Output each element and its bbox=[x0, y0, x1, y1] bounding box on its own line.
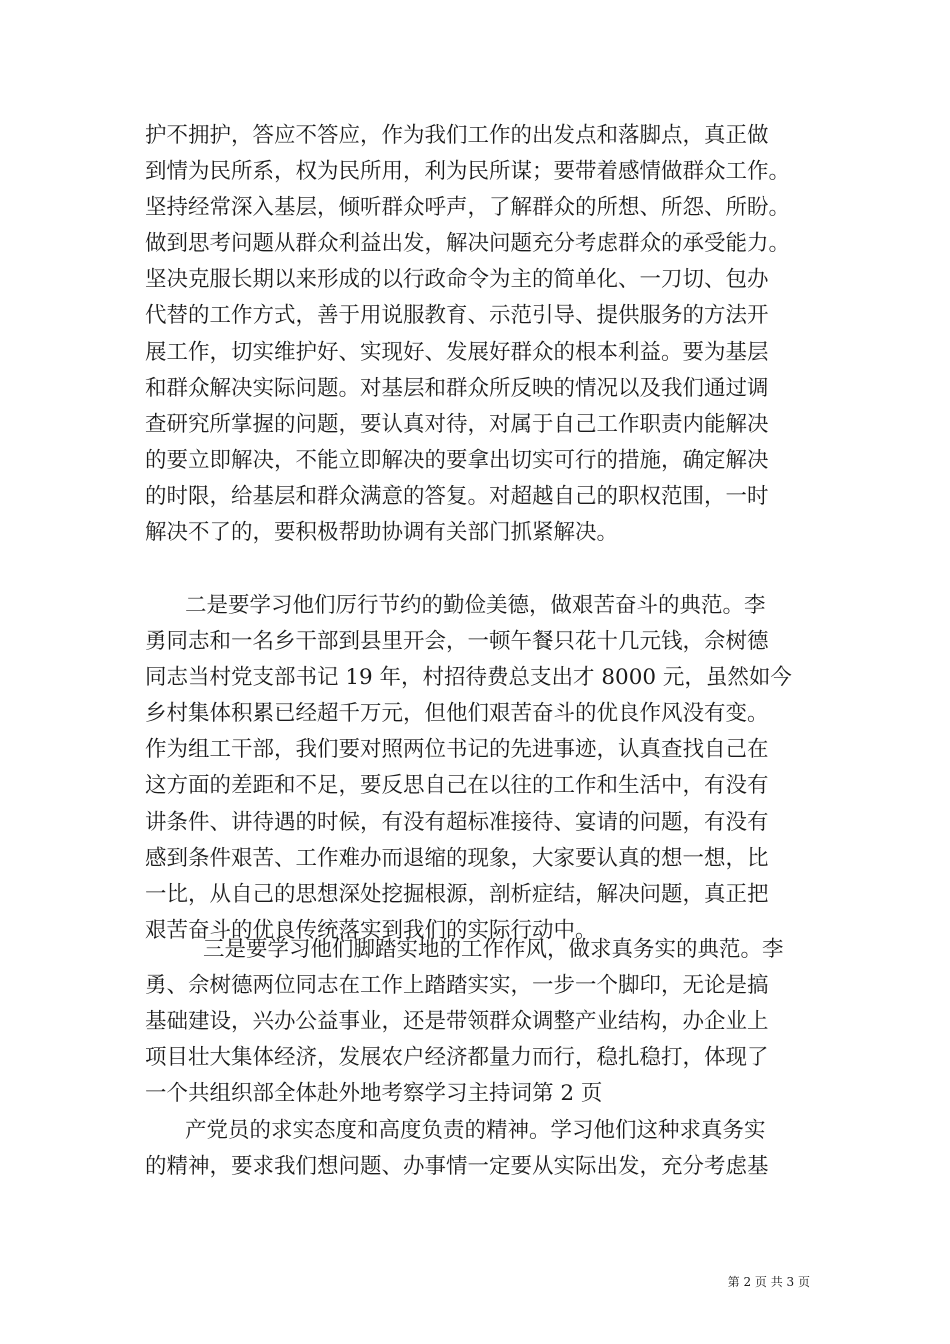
text-line: 查研究所掌握的问题，要认真对待，对属于自己工作职责内能解决 bbox=[145, 411, 769, 437]
text-line: 坚决克服长期以来形成的以行政命令为主的简单化、一刀切、包办 bbox=[145, 267, 769, 293]
text-line: 和群众解决实际问题。对基层和群众所反映的情况以及我们通过调 bbox=[145, 375, 769, 401]
text-line: 的要立即解决，不能立即解决的要拿出切实可行的措施，确定解决 bbox=[145, 447, 769, 473]
text-line: 勇同志和一名乡干部到县里开会，一顿午餐只花十几元钱，佘树德 bbox=[145, 629, 769, 655]
text-line: 艰苦奋斗的优良传统落实到我们的实际行动中。 bbox=[145, 917, 597, 943]
text-line: 一比，从自己的思想深处挖掘根源，剖析症结，解决问题，真正把 bbox=[145, 881, 769, 907]
text-line: 勇、佘树德两位同志在工作上踏踏实实，一步一个脚印，无论是搞 bbox=[145, 973, 769, 999]
text-line: 到情为民所系，权为民所用，利为民所谋；要带着感情做群众工作。 bbox=[145, 159, 791, 185]
text-line: 这方面的差距和不足，要反思自己在以往的工作和生活中，有没有 bbox=[145, 773, 769, 799]
text-line: 作为组工干部，我们要对照两位书记的先进事迹，认真查找自己在 bbox=[145, 737, 769, 763]
text-line: 一个共组织部全体赴外地考察学习主持词第 2 页 bbox=[145, 1081, 603, 1107]
text-line: 的时限，给基层和群众满意的答复。对超越自己的职权范围，一时 bbox=[145, 483, 769, 509]
text-line: 同志当村党支部书记 19 年，村招待费总支出才 8000 元，虽然如今 bbox=[145, 665, 792, 691]
text-line: 乡村集体积累已经超千万元，但他们艰苦奋斗的优良作风没有变。 bbox=[145, 701, 769, 727]
paragraph-page-continuation bbox=[145, 1113, 815, 1185]
text-line: 的精神，要求我们想问题、办事情一定要从实际出发，充分考虑基 bbox=[145, 1154, 769, 1180]
text-line: 讲条件、讲待遇的时候，有没有超标准接待、宴请的问题，有没有 bbox=[145, 809, 769, 835]
text-line: 产党员的求实态度和高度负责的精神。学习他们这种求真务实 bbox=[185, 1118, 766, 1143]
paragraph-continuation bbox=[145, 118, 815, 551]
text-line: 解决不了的，要积极帮助协调有关部门抓紧解决。 bbox=[145, 520, 619, 546]
text-line: 三是要学习他们脚踏实地的工作作风，做求真务实的典范。李 bbox=[203, 937, 784, 962]
text-line: 感到条件艰苦、工作难办而退缩的现象，大家要认真的想一想，比 bbox=[145, 845, 769, 871]
text-line: 做到思考问题从群众利益出发，解决问题充分考虑群众的承受能力。 bbox=[145, 231, 791, 257]
text-line: 坚持经常深入基层，倾听群众呼声，了解群众的所想、所怨、所盼。 bbox=[145, 195, 791, 221]
page-number: 第 2 页 共 3 页 bbox=[727, 1275, 810, 1289]
text-line: 代替的工作方式，善于用说服教育、示范引导、提供服务的方法开 bbox=[145, 303, 769, 329]
text-line: 护不拥护，答应不答应，作为我们工作的出发点和落脚点，真正做 bbox=[145, 123, 769, 148]
paragraph-frugality bbox=[145, 588, 815, 949]
text-line: 展工作，切实维护好、实现好、发展好群众的根本利益。要为基层 bbox=[145, 339, 769, 365]
text-line: 二是要学习他们厉行节约的勤俭美德，做艰苦奋斗的典范。李 bbox=[185, 593, 766, 618]
text-line: 项目壮大集体经济，发展农户经济都量力而行，稳扎稳打，体现了 bbox=[145, 1045, 769, 1071]
text-line: 基础建设，兴办公益事业，还是带领群众调整产业结构，办企业上 bbox=[145, 1009, 769, 1035]
paragraph-pragmatism bbox=[145, 932, 815, 1112]
